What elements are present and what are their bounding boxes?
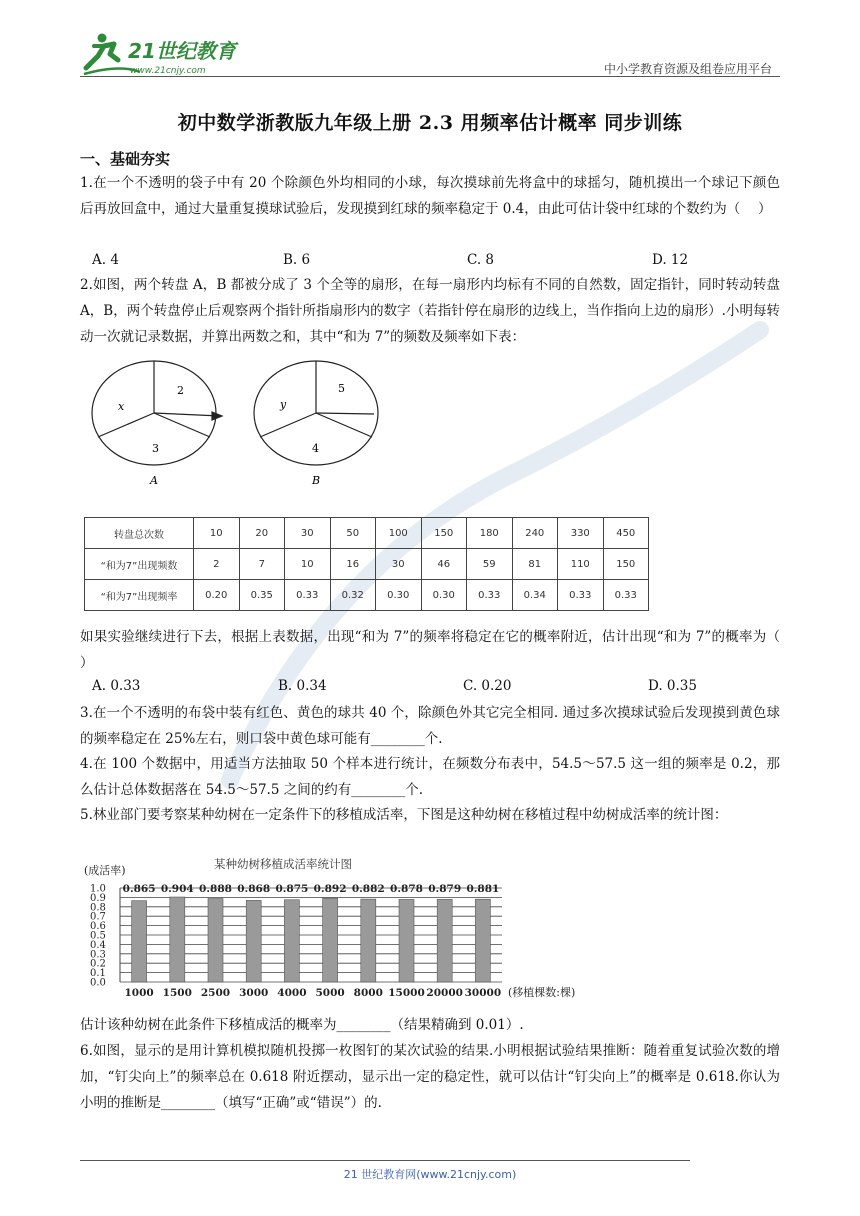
chart-ytick-label: 0.4	[90, 939, 106, 951]
chart-ytick-label: 0.3	[90, 949, 106, 961]
table-row	[85, 580, 649, 611]
spinner-a-sector-1: 2	[177, 384, 184, 397]
spinner-b-sector-3: 4	[312, 442, 319, 455]
table-cell: 0.33	[467, 580, 513, 611]
chart-bar	[246, 900, 261, 982]
chart-value-label: 0.868	[237, 883, 271, 895]
chart-bar	[132, 901, 147, 982]
table-cell: 0.30	[376, 580, 422, 611]
chart-value-label: 0.904	[160, 883, 194, 895]
table-cell: 0.33	[603, 580, 649, 611]
table-cell: 110	[558, 549, 604, 580]
q2-option-b: B. 0.34	[278, 678, 327, 694]
chart-xtick-label: 15000	[388, 987, 425, 999]
logo-text: 21世纪教育	[128, 39, 236, 63]
chart-value-label: 0.892	[313, 883, 347, 895]
chart-bar	[361, 899, 376, 982]
table-cell: 30	[376, 549, 422, 580]
table-cell: 10	[194, 518, 240, 549]
table-cell: 150	[421, 518, 467, 549]
chart-xtick-label: 20000	[426, 987, 463, 999]
chart-ytick-label: 0.6	[90, 921, 106, 933]
table-cell: 0.34	[512, 580, 558, 611]
spinner-b-label: B	[312, 474, 321, 487]
chart-ytick-label: 0.1	[90, 968, 106, 980]
chart-xtick-label: 8000	[353, 987, 383, 999]
spinner-b-sector-1: 5	[338, 382, 345, 395]
table-cell: 59	[467, 549, 513, 580]
chart-xtick-label: 2500	[200, 987, 231, 999]
chart-bar	[323, 898, 338, 982]
chart-value-label: 0.882	[351, 883, 385, 895]
table-cell: 450	[603, 518, 649, 549]
spinner-b-sector-2: y	[280, 398, 287, 411]
chart-bar	[475, 899, 490, 982]
chart-value-label: 0.888	[199, 883, 232, 895]
table-cell: 16	[330, 549, 376, 580]
q1-option-d: D. 12	[652, 252, 689, 268]
chart-bars	[132, 897, 491, 982]
page-title: 初中数学浙教版九年级上册 2.3 用频率估计概率 同步训练	[177, 112, 683, 134]
table-cell: 7	[239, 549, 285, 580]
frequency-table	[84, 517, 649, 611]
chart-ytick-label: 0.8	[90, 902, 106, 914]
logo	[80, 28, 250, 78]
table-cell: 0.33	[285, 580, 331, 611]
chart-ytick-label: 0.2	[90, 958, 106, 970]
table-cell: 100	[376, 518, 422, 549]
chart-bar	[399, 899, 414, 982]
survival-rate-chart	[82, 850, 622, 1005]
spinner-a-sector-2: x	[118, 400, 125, 413]
chart-bar	[208, 899, 223, 982]
question-5-text: 5.林业部门要考察某种幼树在一定条件下的移植成活率，下图是这种幼树在移植过程中幼树成活率的统计图：	[80, 807, 728, 823]
table-cell: 20	[239, 518, 285, 549]
chart-xtick-label: 1500	[162, 987, 192, 999]
question-3-text: 3.在一个不透明的布袋中装有红色、黄色的球共 40 个，除颜色外其它完全相同. 通过多次摸球试验后发现摸到黄色球的频率稳定在 25%左右，则口袋中黄色球可能有________个.	[80, 705, 780, 747]
table-cell: 2	[194, 549, 240, 580]
chart-bar	[437, 899, 452, 982]
table-cell: 10	[285, 549, 331, 580]
table-cell: 240	[512, 518, 558, 549]
table-cell: 50	[330, 518, 376, 549]
chart-xticks	[124, 987, 501, 999]
q2-option-d: D. 0.35	[648, 678, 697, 694]
chart-ytick-label: 0.5	[90, 930, 106, 942]
q1-option-a: A. 4	[92, 252, 119, 268]
chart-ytick-label: 1.0	[90, 883, 106, 895]
table-row	[85, 549, 649, 580]
table-cell: 30	[285, 518, 331, 549]
chart-xtick-label: 1000	[124, 987, 154, 999]
chart-xtick-label: 3000	[239, 987, 269, 999]
table-cell: 0.33	[558, 580, 604, 611]
question-2-followup: 如果实验继续进行下去，根据上表数据，出现“和为 7”的频率将稳定在它的概率附近，估计出现“和为 7”的概率为（ ）	[80, 629, 798, 671]
table-row-header: “和为7”出现频数	[85, 549, 194, 580]
spinner-a-label: A	[150, 474, 158, 487]
spinner-a-sector-3: 3	[152, 442, 159, 455]
chart-ytick-label: 0.7	[90, 911, 106, 923]
table-cell: 0.35	[239, 580, 285, 611]
chart-xtick-label: 4000	[277, 987, 307, 999]
q2-option-c: C. 0.20	[463, 678, 512, 694]
header-divider	[80, 76, 780, 77]
table-cell: 0.20	[194, 580, 240, 611]
footer-divider	[80, 1160, 690, 1161]
header-platform-text: 中小学教育资源及组卷应用平台	[603, 62, 772, 76]
question-2-text: 2.如图，两个转盘 A，B 都被分成了 3 个全等的扇形，在每一扇形内均标有不同的自然数，固定指针，同时转动转盘 A，B，两个转盘停止后观察两个指针所指扇形内的数字（若指针停在扇形的边线上，当作指向上边的扇形）.小明每转动一次就记录数据，并算出两数之和，其中“和为 7”的频数及频率如下表：	[80, 277, 780, 345]
chart-value-label: 0.865	[122, 883, 156, 895]
chart-xtick-label: 5000	[315, 987, 345, 999]
question-5-followup: 估计该种幼树在此条件下移植成活的概率为________（结果精确到 0.01）.	[80, 1017, 524, 1033]
chart-value-label: 0.879	[428, 883, 462, 895]
table-cell: 0.30	[421, 580, 467, 611]
spinner-figure	[82, 360, 345, 495]
table-cell: 0.32	[330, 580, 376, 611]
chart-xlabel: (移植棵数:棵)	[508, 986, 576, 999]
section-heading: 一、基础夯实	[80, 150, 171, 168]
chart-value-label: 0.875	[275, 883, 309, 895]
table-cell: 180	[467, 518, 513, 549]
table-row-header: “和为7”出现频率	[85, 580, 194, 611]
chart-title: 某种幼树移植成活率统计图	[214, 857, 352, 871]
question-4-text: 4.在 100 个数据中，用适当方法抽取 50 个样本进行统计，在频数分布表中，54.5～57.5 这一组的频率是 0.2，那么估计总体数据落在 54.5～57.5 之间的约有________个.	[80, 756, 780, 798]
q1-option-b: B. 6	[283, 252, 311, 268]
logo-sub: www.21cnjy.com	[130, 66, 206, 76]
chart-bar	[284, 900, 299, 982]
chart-ytick-label: 0.9	[90, 892, 106, 904]
chart-ylabel: (成活率)	[84, 864, 126, 877]
table-row	[85, 518, 649, 549]
chart-value-label: 0.881	[466, 883, 500, 895]
question-6-text: 6.如图，显示的是用计算机模拟随机投掷一枚图钉的某次试验的结果.小明根据试验结果推断：随着重复试验次数的增加，“钉尖向上”的频率总在 0.618 附近摆动，显示出一定的稳定性，就可以估计“钉尖向上”的概率是 0.618.你认为小明的推断是________（填写“正确”或“错误”）的.	[80, 1043, 780, 1111]
chart-ytick-label: 0.0	[90, 977, 106, 989]
table-row-header: 转盘总次数	[85, 518, 194, 549]
table-cell: 330	[558, 518, 604, 549]
chart-value-label: 0.878	[390, 883, 423, 895]
chart-bar	[170, 897, 185, 982]
question-1-text: 1.在一个不透明的袋子中有 20 个除颜色外均相同的小球，每次摸球前先将盒中的球摇匀，随机摸出一个球记下颜色后再放回盒中，通过大量重复摸球试验后，发现摸到红球的频率稳定于 0.4，由此可估计袋中红球的个数约为（ ）	[80, 175, 780, 217]
table-cell: 150	[603, 549, 649, 580]
table-cell: 46	[421, 549, 467, 580]
footer-text: 21 世纪教育网(www.21cnjy.com)	[343, 1168, 517, 1181]
q2-option-a: A. 0.33	[92, 678, 141, 694]
q1-option-c: C. 8	[467, 252, 495, 268]
chart-value-labels	[123, 883, 500, 895]
chart-xtick-label: 30000	[464, 987, 502, 999]
table-cell: 81	[512, 549, 558, 580]
chart-yticks	[90, 884, 106, 989]
